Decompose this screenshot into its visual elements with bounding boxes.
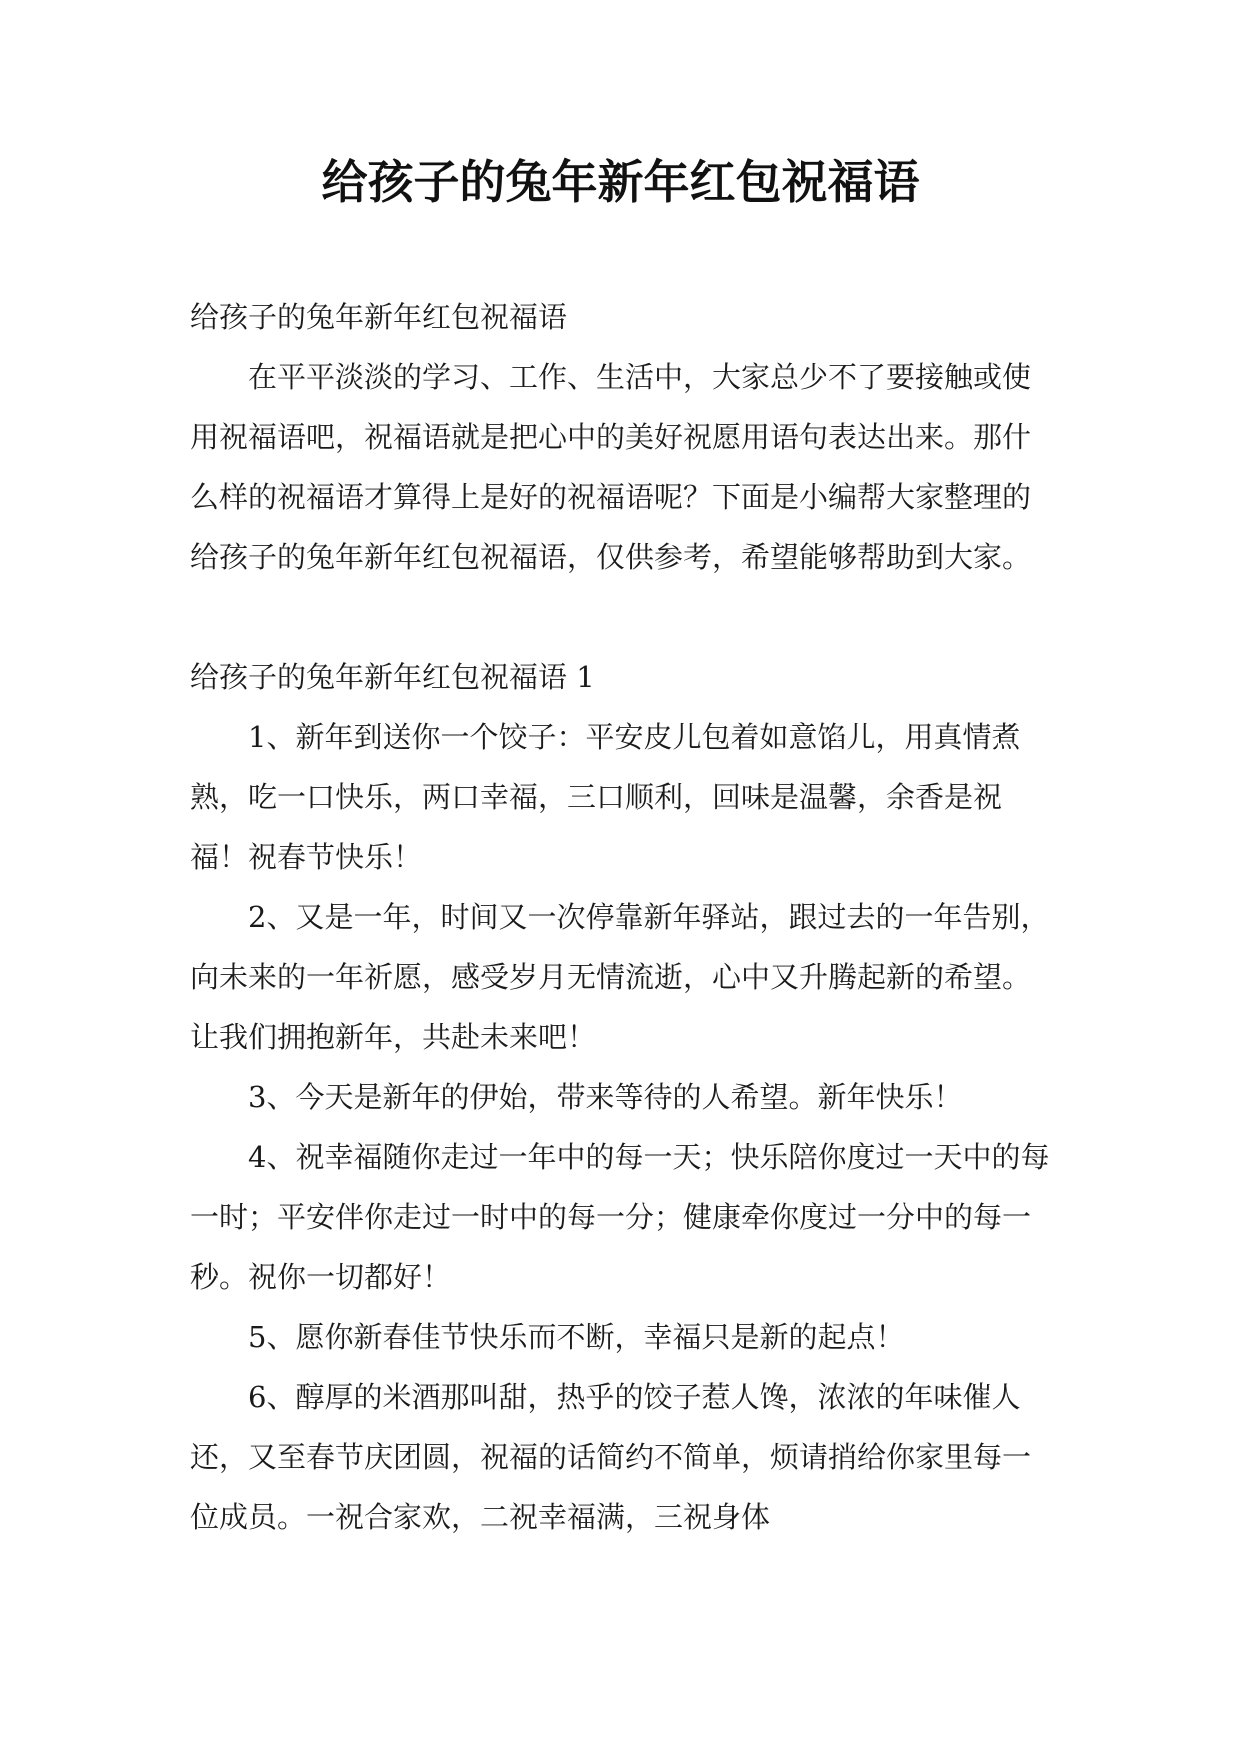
list-item: 4、祝幸福随你走过一年中的每一天；快乐陪你度过一天中的每一时；平安伴你走过一时中的每一分；健康牵你度过一分中的每一秒。祝你一切都好！: [190, 1140, 1050, 1294]
list-item: 2、又是一年，时间又一次停靠新年驿站，跟过去的一年告别，向未来的一年祈愿，感受岁月无情流逝，心中又升腾起新的希望。让我们拥抱新年，共赴未来吧！: [190, 900, 1050, 1054]
list-item: 3、今天是新年的伊始，带来等待的人希望。新年快乐！: [248, 1080, 963, 1114]
list-item: 5、愿你新春佳节快乐而不断，幸福只是新的起点！: [248, 1320, 905, 1354]
document-subtitle: 给孩子的兔年新年红包祝福语: [190, 300, 568, 334]
section-spacer: [190, 587, 1050, 647]
section-heading: 给孩子的兔年新年红包祝福语 1: [190, 660, 595, 694]
list-item: 6、醇厚的米酒那叫甜，热乎的饺子惹人馋，浓浓的年味催人还，又至春节庆团圆，祝福的话简约不简单，烦请捎给你家里每一位成员。一祝合家欢，二祝幸福满，三祝身体: [190, 1380, 1032, 1534]
document-title: 给孩子的兔年新年红包祝福语: [321, 155, 920, 209]
intro-paragraph: 在平平淡淡的学习、工作、生活中，大家总少不了要接触或使用祝福语吧，祝福语就是把心中的美好祝愿用语句表达出来。那什么样的祝福语才算得上是好的祝福语呢？下面是小编帮大家整理的给孩子的兔年新年红包祝福语，仅供参考，希望能够帮助到大家。: [190, 360, 1032, 574]
list-item: 1、新年到送你一个饺子：平安皮儿包着如意馅儿，用真情煮熟，吃一口快乐，两口幸福，三口顺利，回味是温馨，余香是祝福！祝春节快乐！: [190, 720, 1021, 874]
document-body: [190, 287, 1050, 1547]
